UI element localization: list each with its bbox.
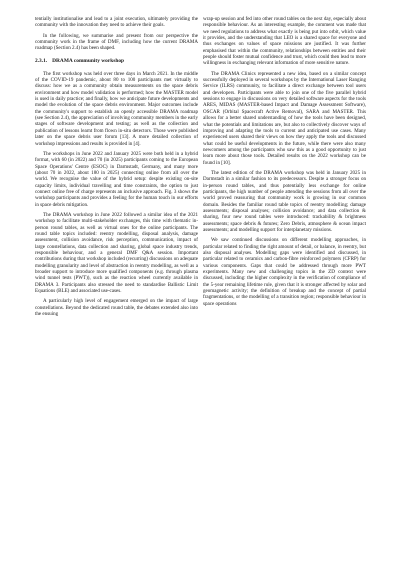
- right-paragraph-3: We saw continued discussions on different modelling approaches, in particular related to finding the right amount of detail, or balance, in reentry, but also disposal analyses. Modelling gaps were identified and discussed, in particular related to ceramics and carbon-fibre reinforced polymers (CFRP) for various components. Gaps that could be addressed through more PWT experiments. Many new and challenging topics in the ZD context were discussed, including: the higher complexity in the verification of compliance of the 5-year remaining lifetime rule, given that it is stronger affected by solar and geomagnetic activity; the definition of breakup and the concept of partial fragmentations, or the modelling of a transition region; responsible behaviour in space operations: [203, 237, 366, 307]
- left-paragraph-3: The workshops in June 2022 and January 2025 were both held in a hybrid format, with 60 (in 2022) and 70 (in 2025) participants coming to the European Space Operations' Centre (ESOC) in Darmstadt, Germany, and many more (about 70 in 2022, about 180 in 2025) connecting online from all over the world. We recognise the value of the hybrid setup: despite existing on-site capacity limits, individual travelling and time constraints, the option to just connect online free of charge represents an inclusive approach. Fig. 3 shows the workshop participants and provides a feeling for the human touch in our efforts in space debris mitigation.: [35, 150, 198, 208]
- section-title: DRAMA community workshop: [52, 57, 125, 64]
- left-paragraph-0: tentially institutionalise and lead to a joint execution, ultimately providing the community with the innovation they need to achieve their goals.: [35, 16, 198, 29]
- right-column: [203, 16, 366, 311]
- left-paragraph-2: The first workshop was held over three days in March 2021. In the middle of the COVID-19 pandemic, about 80 to 100 participants met virtually to discuss: how we as a community obtain measurements on the space debris environment and how model validation is performed; how the MASTER model is used in daily practice; and finally, how we anticipate future developments and model the evolution of the space debris environment. Major outcomes include the community's support to establish an openly accessible DRAMA roadmap (see Section 2.4), the appreciation of involving community members in the early stages of software development and testing; as well as the collection and publication of lessons learnt from flown in-situ detectors. Those were published later on the space debris user forum [13]. A more detailed collection of workshop impressions and results is provided in [4].: [35, 70, 198, 147]
- right-paragraph-0: wrap-up session and fed into other round tables on the next day, especially about responsible behaviour. As an interesting example, the comment was made that we need regulations to address what exactly is being put into orbit, which value it provides, and the understanding that LEO is a shared space for everyone and thus exchanges on values of space missions are justified. It was further emphasised that within the community, relationships between entities and their people should foster mutual confidence and trust, which could then lead to more willingness in exchanging relevant information of more sensitive nature.: [203, 16, 366, 67]
- right-paragraph-2: The latest edition of the DRAMA workshop was held in January 2025 in Darmstadt in a similar fashion to its predecessors. Despite a stronger focus on in-person round tables, and thus potentially less exchange for online participants, the high number of people attending the sessions from all over the world proved reassuring that community work is growing in our common domain. Besides the familiar round table topics of reentry modelling; damage assessments; disposal analyses; collision avoidance; and data collection & sharing, four new round tables were introduced: trackability & brightness assessments; space debris & futures; Zero Debris, atmosphere & ocean impact assessments; and modelling support for interplanetary missions.: [203, 169, 366, 233]
- left-paragraph-5: A particularly high level of engagement emerged on the impact of large constellations. Beyond the dedicated round table, the debates extended also into the ensuing: [35, 298, 198, 318]
- left-paragraph-1: In the following, we summarise and present from our perspective the community work in the frame of DMF, including how the current DRAMA roadmap (Section 2.4) has been shaped.: [35, 32, 198, 52]
- section-number: 2.3.1.: [35, 57, 48, 64]
- right-paragraph-1: The DRAMA Clinics represented a new idea, based on a similar concept successfully deployed in several workshops by the International Laser Ranging Service (ILRS) community, to facilitate a direct exchange between tool users and developers. Participants were able to join one of the five parallel hybrid sessions to engage in discussions on very detailed software aspects for the tools ARES, MIDAS (MASTER-based Impact and Damage Assessment Software), OSCAR (Orbital Spacecraft Active Removal), SARA and MASTER. This allows for a better shared understanding of how the tools have been designed, what the potentials and limitations are, but also to collectively discover ways of improving and adapting the tools to current and anticipated use cases. Many experienced users shared their views on how they apply the tools and discussed what could be useful developments in the future, while there were also many newcomers among the participants who saw this as a good opportunity to just learn more about those tools. Detailed results on the 2022 workshop can be found in [10].: [203, 70, 366, 166]
- section-heading: [35, 58, 198, 65]
- left-paragraph-4: The DRAMA workshop in June 2022 followed a similar idea of the 2021 workshop to facilitate multi-stakeholder exchanges, this time with thematic in-person round tables, as well as virtual ones for the online participants. The round table topics included: reentry modelling, disposal analysis, damage assessment, collision avoidance, risk perception, communication, impact of large constellations, data collection and sharing, global space industry trends, responsible behaviour, and a general DMF Q&A session. Important contributions during that workshop included (recurring) discussions on adequate modelling granularity and level of abstraction in reentry modelling, as well as a broader support to introduce more qualified components (e.g. through plasma wind tunnel tests (PWT)), such as the reaction wheel currently available in DRAMA 3. Participants also stressed the need to standardise Ballistic Limit Equations (BLE) and associated use-cases.: [35, 211, 198, 295]
- left-column: [35, 16, 198, 321]
